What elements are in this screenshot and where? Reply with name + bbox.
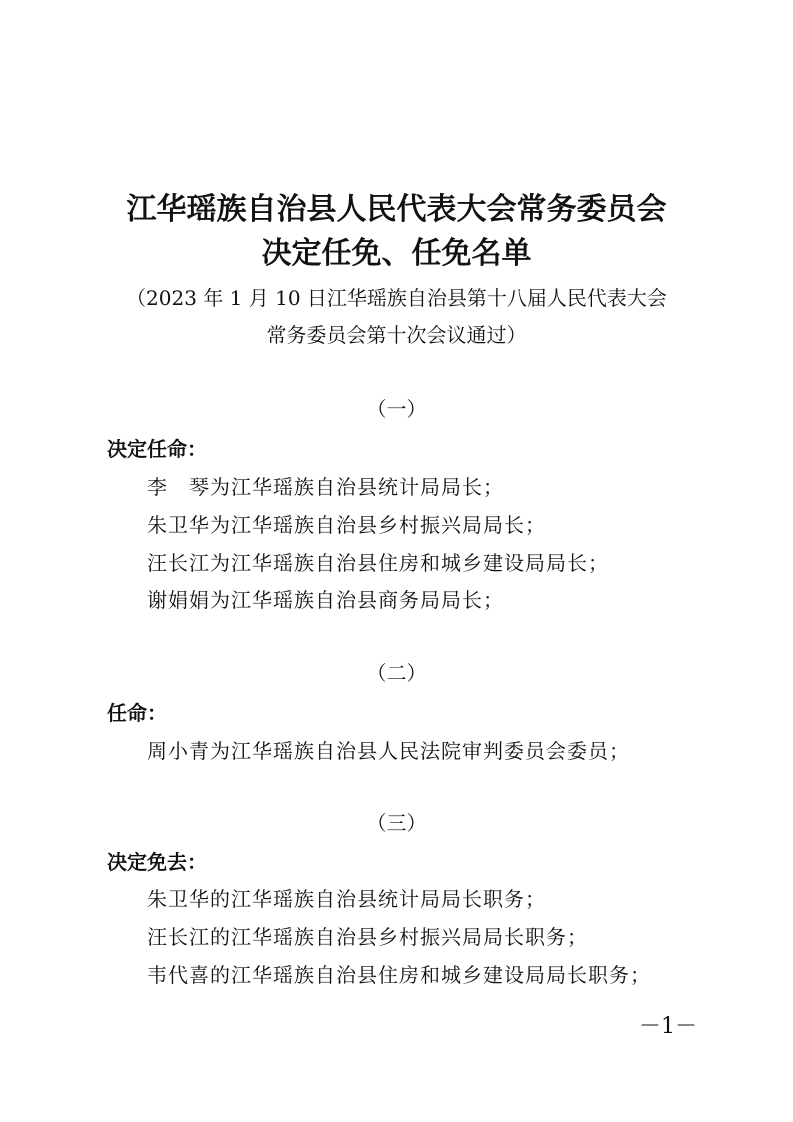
list-item: 韦代喜的江华瑶族自治县住房和城乡建设局局长职务；	[147, 963, 651, 987]
list-item: 汪长江的江华瑶族自治县乡村振兴局局长职务；	[147, 925, 588, 949]
list-item: 汪长江为江华瑶族自治县住房和城乡建设局局长；	[147, 551, 609, 575]
section-number-1: （一）	[366, 397, 427, 421]
section-heading-2: 任命：	[107, 701, 167, 725]
list-item: 周小青为江华瑶族自治县人民法院审判委员会委员；	[147, 739, 630, 763]
document-subtitle-line1: （2023 年 1 月 10 日江华瑶族自治县第十八届人民代表大会	[126, 286, 667, 310]
section-heading-3: 决定免去：	[107, 850, 207, 874]
document-title-line2: 决定任免、任免名单	[261, 236, 532, 271]
section-heading-1: 决定任命：	[107, 437, 207, 461]
list-item: 李 琴为江华瑶族自治县统计局局长；	[147, 475, 504, 499]
page-number: －1－	[639, 1014, 697, 1039]
list-item: 朱卫华的江华瑶族自治县统计局局长职务；	[147, 887, 546, 911]
list-item: 谢娟娟为江华瑶族自治县商务局局长；	[147, 588, 504, 612]
list-item: 朱卫华为江华瑶族自治县乡村振兴局局长；	[147, 513, 546, 537]
document-title-line1: 江华瑶族自治县人民代表大会常务委员会	[126, 192, 667, 227]
section-number-3: （三）	[366, 811, 427, 835]
document-subtitle-line2: 常务委员会第十次会议通过）	[266, 323, 527, 347]
section-number-2: （二）	[366, 661, 427, 685]
